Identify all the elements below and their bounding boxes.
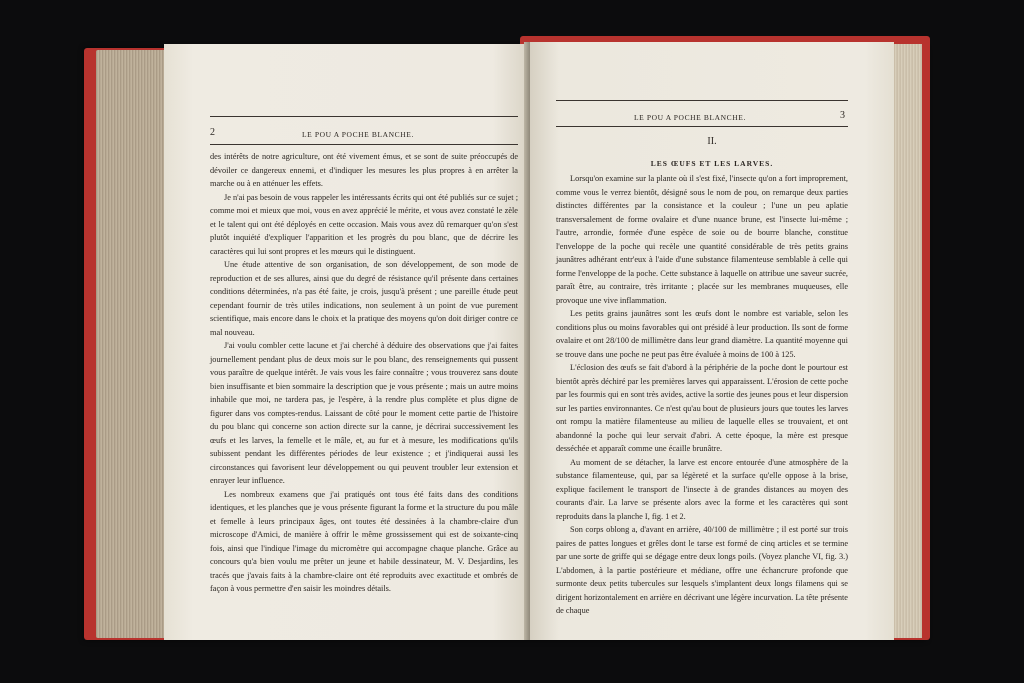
top-rule — [210, 116, 518, 117]
page-edges-left — [96, 50, 166, 638]
left-page — [164, 44, 529, 640]
paragraph: Au moment de se détacher, la larve est encore entourée d'une atmosphère de la substance filamenteuse, qui, par sa légèreté et la surface qu'elle oppose à la brise, explique facilement le transport de l'insecte à de grandes distances au moyen des courants d'air. La larve se présente alors avec la forme et les caractères qui sont reproduits dans la planche I, fig. 1 et 2. — [556, 457, 848, 521]
body-text — [210, 150, 518, 596]
page-edges-right — [892, 44, 922, 638]
section-title: LES ŒUFS ET LES LARVES. — [650, 159, 774, 168]
open-book — [84, 36, 930, 640]
right-page — [530, 42, 894, 640]
section-number: II. — [707, 136, 717, 147]
paragraph: Une étude attentive de son organisation, de son développement, de son mode de reproduction et de ses allures, ainsi que du degré de résistance qu'il présente dans certaines conditions déterminées, n'a pas été faite, je crois, jusqu'à présent ; une pareille étude peut cependant fournir de très utiles indications, non seulement à un point de vue purement scientifique, mais encore dans le choix et la pratique des moyens qu'on doit diriger contre ce mal nouveau. — [210, 260, 518, 337]
paragraph: Les nombreux examens que j'ai pratiqués ont tous été faits dans des conditions identiques, et les planches que je vous présente figurant la forme et la structure du pou mâle et femelle à leurs principaux âges, ont toutes été dessinées à la chambre-claire d'un microscope d'Amici, de manière à offrir le même grossissement qui est de soixante-cinq fois, ainsi que l'indique l'image du micromètre qui accompagne chaque planche. Grâce au concours qu'a bien voulu me prêter un jeune et habile dessinateur, M. V. Desjardins, les tracés que j'avais faits à la chambre-claire ont été reproduits avec exactitude et ombrés de façon à vous permettre d'en saisir les moindres détails. — [210, 489, 518, 593]
paragraph: Lorsqu'on examine sur la plante où il s'est fixé, l'insecte qu'on a fort improprement, comme vous le verrez bientôt, désigné sous le nom de pou, on remarque deux parties distinctes différentes par la consistance et la couleur ; l'une un peu aplatie transversalement de forme ovalaire et d'une nuance brune, est l'insecte lui-même ; l'autre, arrondie, formée d'une espèce de soie ou de bourre blanche, constitue l'enveloppe de la poche qui recèle une quantité considérable de très petits grains jaunâtres adhérant entr'eux à l'aide d'une substance filamenteuse semblable à celle qui forme l'enveloppe de la poche. Cette substance à laquelle on attribue une saveur sucrée, paraît être, au contraire, très irritante ; placée sur les membranes muqueuses, elle provoque une vive inflammation. — [556, 174, 848, 305]
paragraph: Les petits grains jaunâtres sont les œufs dont le nombre est variable, selon les conditions plus ou moins favorables qui ont présidé à leur production. Ils sont de forme ovalaire et ont 28/100 de millimètre dans leur grand diamètre. La quantité moyenne qui se trouve dans une poche ne peut pas être évaluée à moins de 100 à 125. — [556, 309, 848, 359]
page-number: 2 — [210, 127, 215, 138]
running-head: LE POU A POCHE BLANCHE. — [302, 130, 414, 139]
header-rule — [210, 144, 518, 145]
running-head: LE POU A POCHE BLANCHE. — [634, 113, 746, 122]
paragraph: Je n'ai pas besoin de vous rappeler les intéressants écrits qui ont été publiés sur ce sujet ; comme moi et mieux que moi, vous en avez apprécié le mérite, et vous avez constaté le zèle et le talent qui ont été déployés en cette occasion. Mais vous avez dû remarquer qu'on s'est plutôt inquiété d'expliquer l'apparition et les progrès du pou blanc, que de décrire les caractères qui lui sont propres et les mœurs qui le distinguent. — [210, 192, 518, 256]
paragraph: des intérêts de notre agriculture, ont été vivement émus, et se sont de suite préoccupés de dévoiler ce dangereux ennemi, et d'indiquer les mesures les plus propres à en arrêter la marche ou à en atténuer les effets. — [210, 152, 518, 188]
paragraph: Son corps oblong a, d'avant en arrière, 40/100 de millimètre ; il est porté sur trois paires de pattes longues et grêles dont le tarse est formé de cinq articles et se termine par une sorte de griffe qui se dégage entre deux longs poils. (Voyez planche VI, fig. 3.) L'abdomen, à la partie postérieure et médiane, offre une échancrure profonde que surmonte deux petits tubercules sur lesquels s'implantent deux longs filamens qui se dirigent horizontalement en arrière en décrivant une légère incurvation. La tête présente de chaque — [556, 525, 848, 615]
paragraph: J'ai voulu combler cette lacune et j'ai cherché à déduire des observations que j'ai faites journellement pendant plus de deux mois sur le pou blanc, des renseignements qui pussent vous paraître de quelque intérêt. Je vais vous les faire connaître ; vous trouverez sans doute bien insuffisante et bien sommaire la description que je vous présente ; mais un autre moins inhabile que moi, ne tardera pas, je l'espère, à la rendre plus complète et plus digne de figurer dans vos comptes-rendus. Laissant de côté pour le moment cette partie de l'histoire du pou blanc qui concerne son action directe sur la canne, je décrirai successivement les œufs et les larves, la femelle et le mâle, et, au fur et à mesure, les modifications qu'ils subissent pendant les différentes périodes de leur existence ; et j'indiquerai aussi les circonstances qui favorisent leur développement ou qui peuvent troubler leur extension et enrayer leur influence. — [210, 341, 518, 485]
top-rule — [556, 100, 848, 101]
page-number: 3 — [840, 110, 845, 121]
header-rule — [556, 126, 848, 127]
body-text — [556, 172, 848, 618]
paragraph: L'éclosion des œufs se fait d'abord à la périphérie de la poche dont le pourtour est bientôt après déchiré par les premières larves qui apparaissent. L'érosion de cette poche par les fourmis qui en sont très avides, active la sortie des jeunes pous et leur dispersion sur les parties environnantes. Ce n'est qu'au bout de plusieurs jours que toutes les larves ont rompu la matière filamenteuse au milieu de laquelle elles se trouvaient, et ont abandonné la poche qui leur servait d'abri. A cette époque, la mère est presque desséchée et apparaît comme une écaille brunâtre. — [556, 363, 848, 453]
